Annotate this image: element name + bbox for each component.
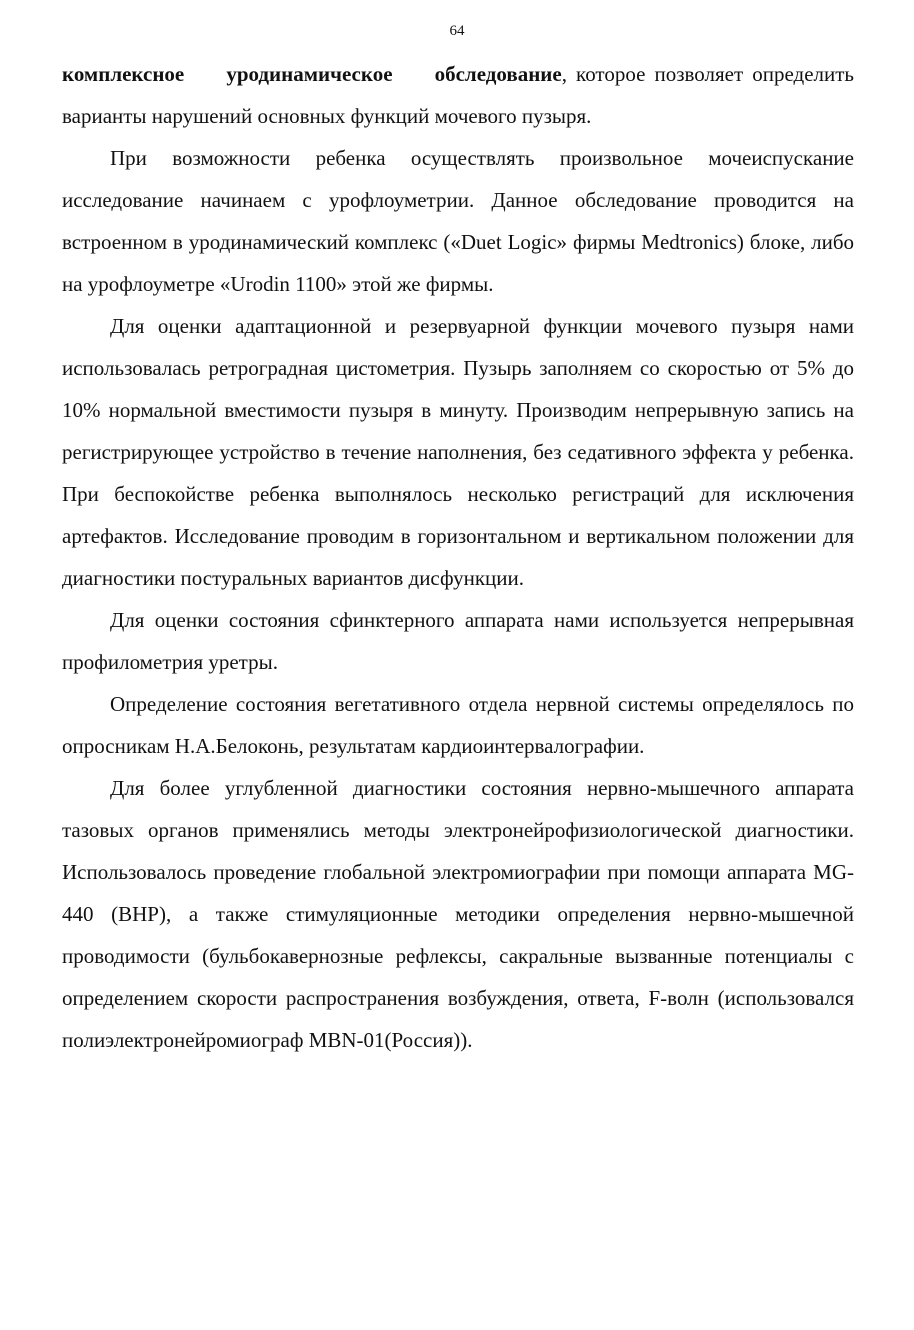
document-body bbox=[62, 53, 854, 1061]
paragraph-1 bbox=[62, 53, 854, 137]
bold-term: комплексное уродинамическое обследование bbox=[62, 62, 562, 86]
page-number: 64 bbox=[449, 23, 465, 39]
paragraph-4: Для оценки состояния сфинктерного аппарата нами используется непрерывная профилометрия уретры. bbox=[62, 608, 854, 674]
paragraph-6: Для более углубленной диагностики состояния нервно-мышечного аппарата тазовых органов применялись методы электронейрофизиологической диагностики. Использовалось проведение глобальной электромиографии при помощи аппарата MG-440 (ВНР), а также стимуляционные методики определения нервно-мышечной проводимости (бульбокавернозные рефлексы, сакральные вызванные потенциалы с определением скорости распространения возбуждения, ответа, F-волн (использовался полиэлектронейромиограф MBN-01(Россия)). bbox=[62, 776, 854, 1052]
paragraph-1-text: , которое позволяет определить варианты нарушений основных функций мочевого пузыря. bbox=[62, 62, 854, 128]
paragraph-2: При возможности ребенка осуществлять произвольное мочеиспускание исследование начинаем с урофлоуметрии. Данное обследование проводится на встроенном в уродинамический комплекс («Duet Logic» фирмы Medtronics) блоке, либо на урофлоуметре «Urodin 1100» этой же фирмы. bbox=[62, 146, 854, 296]
paragraph-3: Для оценки адаптационной и резервуарной функции мочевого пузыря нами использовалась ретроградная цистометрия. Пузырь заполняем со скоростью от 5% до 10% нормальной вместимости пузыря в минуту. Производим непрерывную запись на регистрирующее устройство в течение наполнения, без седативного эффекта у ребенка. При беспокойстве ребенка выполнялось несколько регистраций для исключения артефактов. Исследование проводим в горизонтальном и вертикальном положении для диагностики постуральных вариантов дисфункции. bbox=[62, 314, 854, 590]
paragraph-5: Определение состояния вегетативного отдела нервной системы определялось по опросникам Н.А.Белоконь, результатам кардиоинтервалографии. bbox=[62, 692, 854, 758]
